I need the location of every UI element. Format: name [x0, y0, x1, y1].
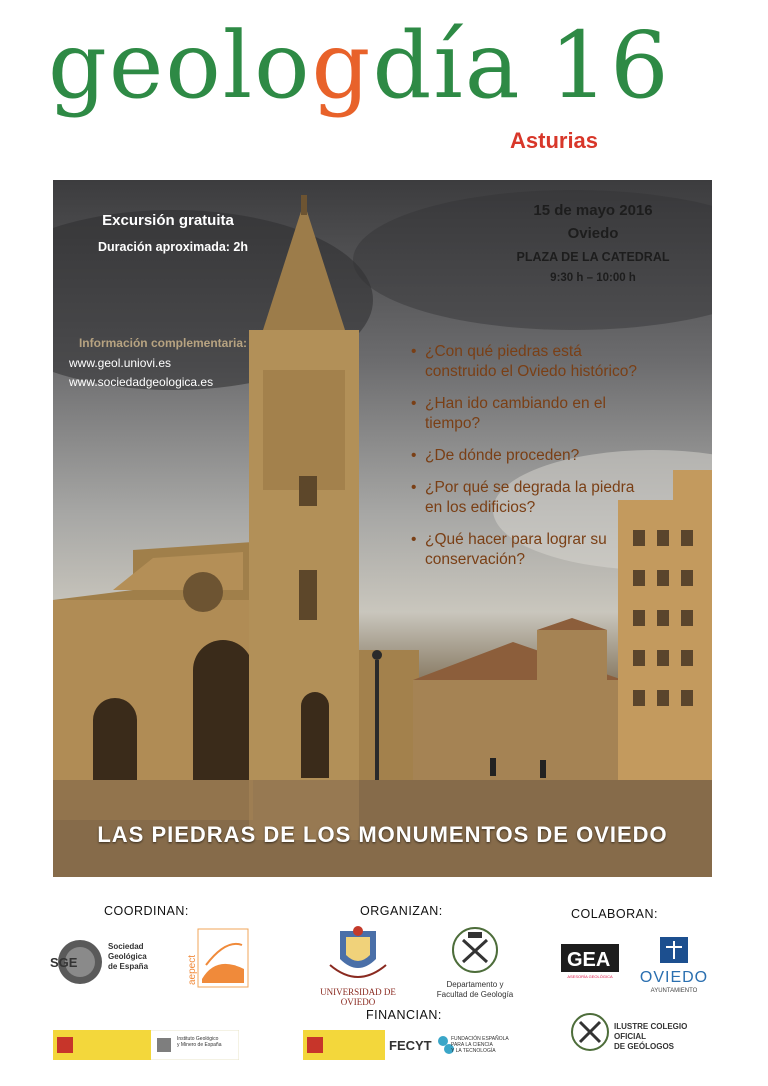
igme-name-line: Instituto Geológico	[177, 1036, 219, 1042]
info-link-geol[interactable]: www.geol.uniovi.es	[69, 356, 172, 370]
sge-logo	[50, 934, 180, 990]
free-tour-label: Excursión gratuita	[102, 212, 234, 229]
department-name	[428, 980, 522, 1000]
icog-logo	[568, 1010, 718, 1054]
organizan-heading: ORGANIZAN:	[360, 904, 443, 918]
coordinan-heading: COORDINAN:	[104, 904, 189, 918]
gea-subtitle: ASESORÍA GEOLÓGICA	[567, 974, 613, 979]
fecyt-foundation-line: FUNDACIÓN ESPAÑOLA	[451, 1036, 509, 1042]
igme-logo	[53, 1030, 239, 1060]
aepect-name: aepect	[187, 954, 198, 985]
question-item: • ¿De dónde proceden?	[411, 446, 641, 466]
icog-name	[614, 1022, 718, 1052]
banner-title: LAS PIEDRAS DE LOS MONUMENTOS DE OVIEDO	[97, 822, 668, 847]
title-accent-letter: g	[311, 12, 373, 119]
info-title: Información complementaria:	[78, 336, 248, 350]
sge-name-line: Geológica	[108, 952, 147, 961]
fecyt-foundation-line: PARA LA CIENCIA	[451, 1042, 493, 1048]
title-main: geolo	[48, 12, 312, 119]
fecyt-logo	[303, 1030, 513, 1060]
oviedo-name: OVIEDO	[639, 969, 709, 986]
sge-initials: SGE	[50, 955, 78, 970]
title-end: día	[372, 12, 522, 119]
sge-globe-icon	[50, 934, 106, 990]
poster-title	[48, 12, 671, 119]
geology-hammers-icon	[428, 926, 522, 978]
igme-name-line: y Minero de España	[177, 1042, 222, 1048]
questions-list	[411, 342, 641, 582]
cathedral-photo	[53, 180, 712, 877]
poster-header	[0, 0, 768, 175]
event-place: PLAZA DE LA CATEDRAL	[516, 250, 670, 264]
gea-logo	[561, 944, 619, 978]
icog-name-line: ILUSTRE COLEGIO OFICIAL	[614, 1022, 688, 1041]
title-number: 16	[549, 12, 671, 119]
event-city: Oviedo	[567, 225, 619, 242]
geology-department-logo	[428, 926, 522, 1002]
gea-name: GEA	[567, 949, 611, 971]
event-details	[493, 202, 693, 284]
event-time: 9:30 h – 10:00 h	[550, 272, 636, 284]
aepect-emblem-icon	[186, 925, 252, 991]
department-name-line: Facultad de Geología	[436, 990, 514, 999]
oviedo-cross-icon	[630, 935, 718, 967]
fecyt-foundation-line: Y LA TECNOLOGÍA	[451, 1048, 496, 1054]
fecyt-foundation-name	[451, 1036, 509, 1054]
department-name-line: Departamento y	[446, 980, 504, 989]
duration-label: Duración aproximada: 2h	[97, 240, 249, 254]
question-item: • ¿Por qué se degrada la piedra en los edificios?	[411, 478, 641, 518]
university-logo	[310, 925, 406, 1007]
sge-name	[108, 942, 148, 972]
university-name: UNIVERSIDAD DE OVIEDO	[320, 987, 396, 1007]
university-crest-icon	[310, 925, 406, 985]
financian-heading: FINANCIAN:	[366, 1008, 442, 1022]
fecyt-name: FECYT	[389, 1038, 432, 1053]
igme-name	[177, 1036, 221, 1048]
sge-name-line: de España	[108, 962, 149, 971]
icog-name-line: DE GEÓLOGOS	[614, 1042, 675, 1051]
question-item: • ¿Qué hacer para lograr su conservación?	[411, 530, 641, 570]
question-item: • ¿Han ido cambiando en el tiempo?	[411, 394, 641, 434]
sge-name-line: Sociedad	[108, 942, 144, 951]
info-link-sociedad[interactable]: www.sociedadgeologica.es	[69, 375, 214, 389]
question-item: • ¿Con qué piedras está construido el Oviedo histórico?	[411, 342, 641, 382]
region-label: Asturias	[510, 128, 599, 153]
oviedo-council-logo	[630, 935, 718, 999]
icog-hammers-icon	[568, 1010, 612, 1054]
oviedo-subtitle: AYUNTAMIENTO	[650, 988, 698, 994]
event-date: 15 de mayo 2016	[533, 202, 653, 219]
colaboran-heading: COLABORAN:	[571, 907, 658, 921]
info-block	[63, 336, 263, 392]
gea-badge-icon	[561, 944, 619, 974]
aepect-logo	[186, 925, 252, 991]
